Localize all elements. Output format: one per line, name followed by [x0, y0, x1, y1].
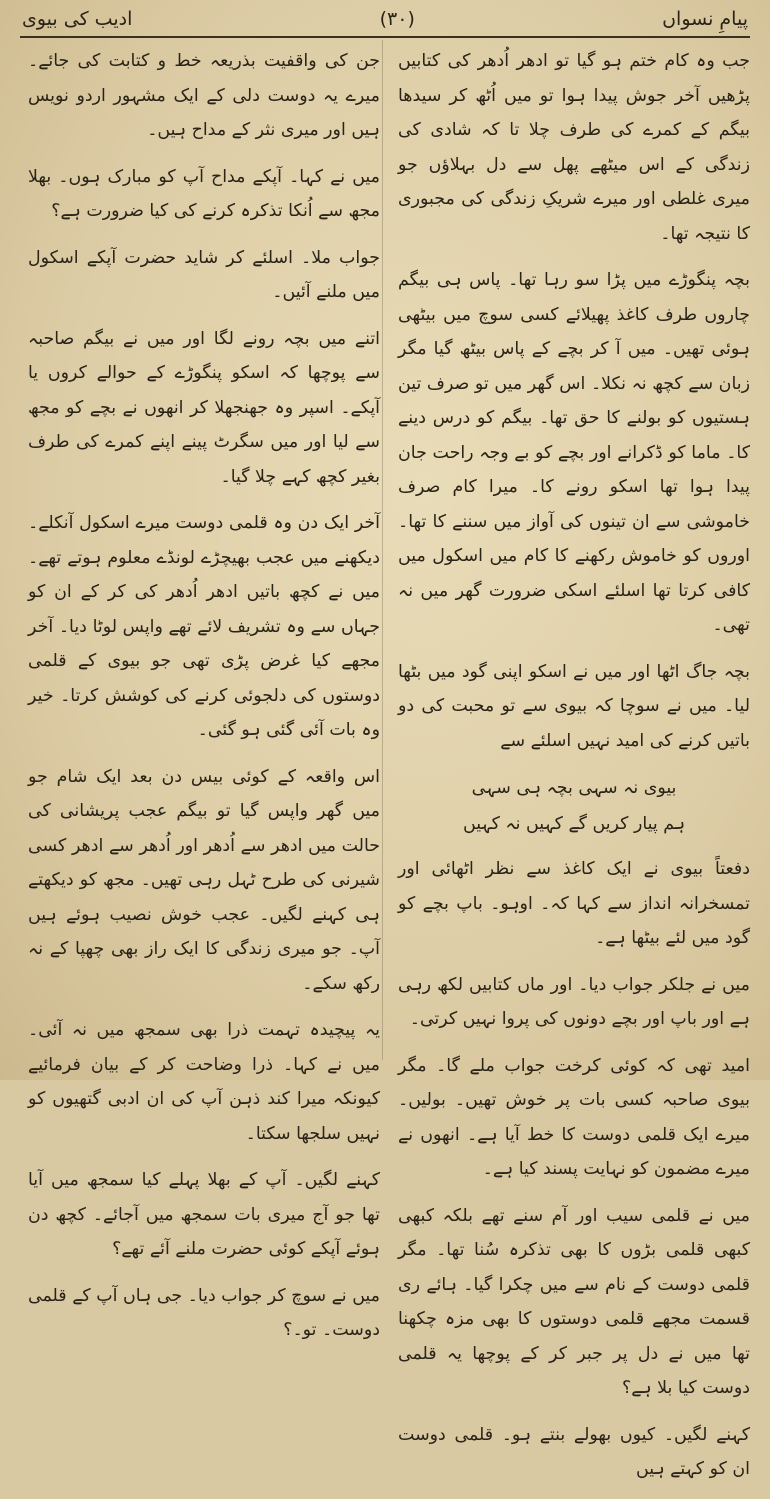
verse [398, 770, 750, 842]
page-number: (۳۰) [379, 8, 415, 30]
left-column [28, 44, 380, 1360]
section-title: ادیب کی بیوی [22, 8, 133, 30]
paragraph: جب وہ کام ختم ہو گیا تو ادھر اُدھر کی کتابیں پڑھیں آخر جوش پیدا ہوا تو میں اُٹھ کر سیدھا بیگم کے کمرے کی طرف چلا تا کہ شادی کی زندگی کے اس میٹھے پھل سے دل بہلاؤں جو میری غلطی اور میرے شریکِ زندگی کی مجبوری کا نتیجہ تھا۔ [398, 51, 750, 244]
paragraph: اس واقعہ کے کوئی بیس دن بعد ایک شام جو میں گھر واپس گیا تو بیگم عجب پریشانی کی حالت میں ادھر سے اُدھر اور اُدھر سے ادھر کسی شیرنی کی طرح ٹہل رہی تھیں۔ مجھ کو دیکھتے ہی کہنے لگیں۔ عجب خوش نصیب ہوئے ہیں آپ۔ جو میری زندگی کا ایک راز بھی چھپا کے نہ رکھ سکے۔ [28, 766, 380, 994]
paragraph: دفعتاً بیوی نے ایک کاغذ سے نظر اٹھائی اور تمسخرانہ انداز سے کہا کہ۔ اوہو۔ باپ بچے کو گود میں لئے بیٹھا ہے۔ [398, 859, 750, 948]
paragraph: کہنے لگیں۔ آپ کے بھلا پہلے کیا سمجھ میں آیا تھا جو آج میری بات سمجھ میں آجائے۔ کچھ دن ہوئے آپکے کوئی حضرت ملنے آئے تھے؟ [28, 1170, 380, 1259]
column-divider [382, 40, 383, 1060]
right-column [398, 44, 750, 1499]
paragraph: جن کی واقفیت بذریعہ خط و کتابت کی جائے۔ میرے یہ دوست دلی کے ایک مشہور اردو نویس ہیں اور میری نثر کے مداح ہیں۔ [28, 51, 380, 140]
page-header [22, 4, 748, 34]
paragraph: یہ پیچیدہ تہمت ذرا بھی سمجھ میں نہ آئی۔ میں نے کہا۔ ذرا وضاحت کر کے بیان فرمائیے کیونکہ میرا کند ذہن آپ کی ان ادبی گتھیوں کو نہیں سلجھا سکتا۔ [28, 1020, 380, 1144]
paragraph: آخر ایک دن وہ قلمی دوست میرے اسکول آنکلے۔ دیکھنے میں عجب بھیچڑے لونڈے معلوم ہوتے تھے۔ میں نے کچھ باتیں ادھر اُدھر کی کر کے ان کو جہاں سے وہ تشریف لائے تھے واپس لوٹا دیا۔ آخر مجھے کیا غرض پڑی تھی جو بیوی کے قلمی دوستوں کی دلجوئی کرنے کی کوشش کرتا۔ خیر وہ بات آئی گئی ہو گئی۔ [28, 513, 380, 740]
header-rule [20, 36, 750, 38]
paragraph: امید تھی کہ کوئی کرخت جواب ملے گا۔ مگر بیوی صاحبہ کسی بات پر خوش تھیں۔ بولیں۔ میرے ایک قلمی دوست کا خط آیا ہے۔ انھوں نے میرے مضمون کو نہایت پسند کیا ہے۔ [398, 1055, 750, 1179]
paragraph: میں نے جلکر جواب دیا۔ اور ماں کتابیں لکھ رہی ہے اور باپ اور بچے دونوں کی پروا نہیں کرتی۔ [398, 974, 750, 1029]
paragraph: میں نے سوچ کر جواب دیا۔ جی ہاں آپ کے قلمی دوست۔ تو۔؟ [28, 1285, 380, 1340]
paragraph: میں نے قلمی سیب اور آم سنے تھے بلکہ کبھی کبھی قلمی بڑوں کا بھی تذکرہ سُنا تھا۔ مگر قلمی دوست کے نام سے میں چکرا گیا۔ ہائے ری قسمت مجھے قلمی دوستوں کا بھی مزہ چکھنا تھا میں نے دل پر جبر کر کے پوچھا یہ قلمی دوست کیا بلا ہے؟ [398, 1205, 750, 1398]
paragraph: میں نے کہا۔ آپکے مداح آپ کو مبارک ہوں۔ بھلا مجھ سے اُنکا تذکرہ کرنے کی کیا ضرورت ہے؟ [28, 166, 380, 221]
paragraph: بچہ پنگوڑے میں پڑا سو رہا تھا۔ پاس ہی بیگم چاروں طرف کاغذ پھیلائے کسی سوچ میں بیٹھی ہوئی تھیں۔ میں آ کر بچے کے پاس بیٹھ گیا مگر زبان سے کچھ نہ نکلا۔ اس گھر میں تو صرف تین ہستیوں کو بولنے کا حق تھا۔ بیگم کو درس دینے کا۔ ماما کو ڈکرانے اور بچے کو بے وجہ راحت جان پیدا ہوا تھا اسکو رونے کا۔ میرا کام صرف خاموشی سے ان تینوں کی آواز میں سننے کا تھا۔ اوروں کو خاموش رکھنے کا کام میں اسکول میں کافی کرتا تھا اسلئے اسکی ضرورت گھر میں نہ تھی۔ [398, 270, 750, 635]
paragraph: بچہ جاگ اٹھا اور میں نے اسکو اپنی گود میں بٹھا لیا۔ میں نے سوچا کہ بیوی سے تو محبت کی دو باتیں کرنے کی امید نہیں اسلئے سے [398, 661, 750, 751]
paragraph: جواب ملا۔ اسلئے کر شاید حضرت آپکے اسکول میں ملنے آئیں۔ [28, 247, 380, 302]
magazine-title: پیامِ نسواں [662, 8, 748, 30]
verse-line: بیوی نہ سہی بچہ ہی سہی [471, 778, 677, 798]
paragraph: کہنے لگیں۔ کیوں بھولے بنتے ہو۔ قلمی دوست ان کو کہتے ہیں [398, 1424, 750, 1479]
verse-line: ہم پیار کریں گے کہیں نہ کہیں [462, 814, 686, 834]
paragraph: اتنے میں بچہ رونے لگا اور میں نے بیگم صاحبہ سے پوچھا کہ اسکو پنگوڑے کے حوالے کروں یا آپکے۔ اسپر وہ جھنجھلا کر انھوں نے بچے کو مجھ سے لیا اور میں سگرٹ پینے اپنے کمرے کی طرف بغیر کچھ کہے چلا گیا۔ [28, 328, 380, 487]
